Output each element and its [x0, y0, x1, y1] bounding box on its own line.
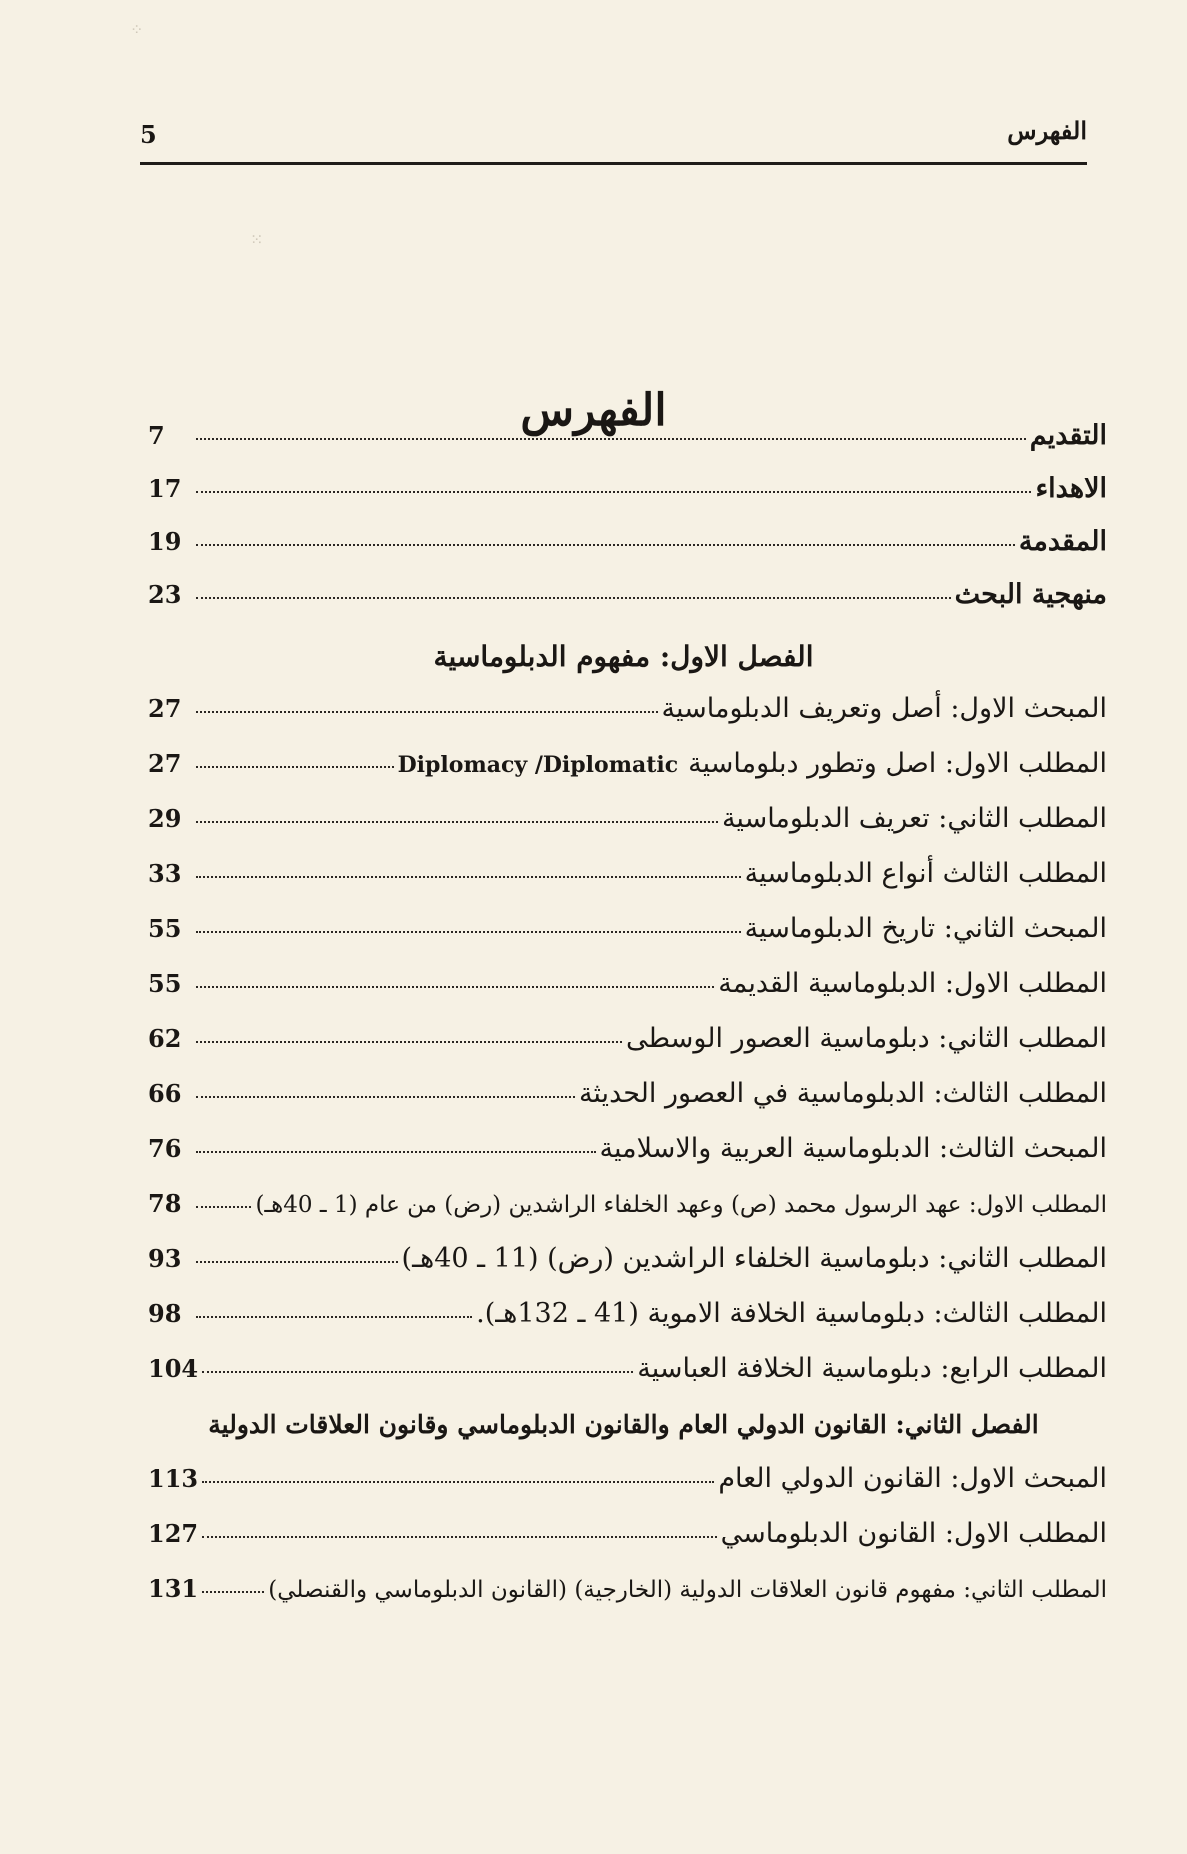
toc-entry [148, 803, 1107, 835]
toc-entry-page: 23 [148, 580, 182, 609]
toc-entry [148, 1190, 1107, 1220]
toc-entry [148, 1243, 1107, 1275]
toc-entry-title: المطلب الاول: عهد الرسول محمد (ص) وعهد الخلفاء الراشدين (رض) من عام (1 ـ 40هـ) [255, 1192, 1107, 1218]
leader-dots [196, 597, 951, 599]
page-smudge: ⁙ [250, 230, 264, 249]
toc-entry-title: منهجية البحث [954, 579, 1107, 610]
leader-dots [196, 1206, 251, 1208]
leader-dots [202, 1536, 717, 1538]
toc-entry-page: 33 [148, 859, 182, 888]
toc-entry-title: المبحث الاول: القانون الدولي العام [718, 1463, 1107, 1494]
leader-dots [196, 544, 1015, 546]
toc-entry-page: 66 [148, 1079, 182, 1108]
toc-entry [148, 1078, 1107, 1110]
toc-entry-title: المطلب الثاني: دبلوماسية العصور الوسطى [626, 1023, 1107, 1054]
leader-dots [202, 1371, 633, 1373]
toc-entry-page: 17 [148, 474, 182, 503]
toc-entry [148, 968, 1107, 1000]
toc-entry-page: 76 [148, 1134, 182, 1163]
leader-dots [196, 876, 741, 878]
toc-entry-page: 29 [148, 804, 182, 833]
leader-dots [196, 491, 1031, 493]
toc-entry-title: المطلب الاول: الدبلوماسية القديمة [718, 968, 1107, 999]
toc-entry-title: المقدمة [1018, 526, 1107, 557]
chapter-heading-1: الفصل الاول: مفهوم الدبلوماسية [433, 640, 814, 673]
toc-entry-page: 78 [148, 1189, 182, 1218]
leader-dots [196, 438, 1026, 440]
toc-entry-page: 7 [148, 421, 165, 450]
toc-entry [148, 1463, 1107, 1495]
toc-entry-page: 98 [148, 1299, 182, 1328]
leader-dots [196, 1261, 398, 1263]
toc-entry-title: المطلب الاول: اصل وتطور دبلوماسية [688, 748, 1107, 779]
toc-entry-title: المطلب الثالث: الدبلوماسية في العصور الحديثة [578, 1078, 1107, 1109]
toc-entry-page: 27 [148, 749, 182, 778]
toc-entry-title: التقديم [1029, 420, 1107, 451]
toc-entry-page: 27 [148, 694, 182, 723]
toc-entry-page: 113 [148, 1464, 199, 1493]
toc-entry-title: الاهداء [1035, 473, 1107, 504]
toc-entry-page: 104 [148, 1354, 199, 1383]
leader-dots [196, 711, 658, 713]
chapter-heading-2: الفصل الثاني: القانون الدولي العام والقانون الدبلوماسي وقانون العلاقات الدولية [208, 1410, 1039, 1439]
page-number: 5 [140, 120, 157, 149]
toc-entry [148, 1298, 1107, 1330]
leader-dots [196, 1041, 622, 1043]
toc-entry-latin: Diplomacy /Diplomatic [397, 752, 679, 778]
toc-entry [148, 1353, 1107, 1385]
page-title: الفهرس [520, 385, 667, 436]
toc-entry-title: المطلب الثاني: مفهوم قانون العلاقات الدولية (الخارجية) (القانون الدبلوماسي والقنصلي) [268, 1577, 1107, 1603]
leader-dots [196, 766, 394, 768]
page-header [140, 112, 1087, 165]
toc-entry [148, 748, 1107, 780]
leader-dots [202, 1591, 264, 1593]
toc-entry-page: 62 [148, 1024, 182, 1053]
toc-entry-title: المطلب الاول: القانون الدبلوماسي [720, 1518, 1107, 1549]
toc-entry [148, 420, 1107, 452]
toc-entry-page: 19 [148, 527, 182, 556]
toc-entry [148, 1575, 1107, 1605]
toc-entry-title: المطلب الرابع: دبلوماسية الخلافة العباسية [637, 1353, 1107, 1384]
toc-entry [148, 1023, 1107, 1055]
toc-entry-page: 127 [148, 1519, 199, 1548]
toc-entry [148, 579, 1107, 611]
leader-dots [196, 1316, 472, 1318]
toc-entry [148, 858, 1107, 890]
toc-entry-page: 55 [148, 969, 182, 998]
toc-entry [148, 1133, 1107, 1165]
page-smudge: ⁘ [130, 20, 144, 39]
toc-entry-title: المطلب الثالث أنواع الدبلوماسية [744, 858, 1107, 889]
toc-entry-title: المطلب الثاني: دبلوماسية الخلفاء الراشدين (رض) (11 ـ 40هـ) [401, 1243, 1107, 1274]
toc-entry-title: المبحث الثاني: تاريخ الدبلوماسية [744, 913, 1107, 944]
toc-entry [148, 473, 1107, 505]
toc-entry-page: 131 [148, 1574, 199, 1603]
leader-dots [196, 821, 718, 823]
leader-dots [196, 1096, 575, 1098]
toc-entry [148, 913, 1107, 945]
toc-entry-page: 93 [148, 1244, 182, 1273]
leader-dots [196, 986, 714, 988]
toc-entry-page: 55 [148, 914, 182, 943]
leader-dots [196, 1151, 596, 1153]
toc-entry [148, 693, 1107, 725]
toc-entry-title: المطلب الثاني: تعريف الدبلوماسية [721, 803, 1107, 834]
toc-entry-title: المطلب الثالث: دبلوماسية الخلافة الاموية (41 ـ 132هـ). [476, 1298, 1107, 1329]
leader-dots [202, 1481, 714, 1483]
leader-dots [196, 931, 741, 933]
toc-entry [148, 1518, 1107, 1550]
running-title: الفهرس [1007, 116, 1087, 145]
toc-entry [148, 526, 1107, 558]
toc-entry-title: المبحث الاول: أصل وتعريف الدبلوماسية [661, 693, 1107, 724]
toc-entry-title: المبحث الثالث: الدبلوماسية العربية والاسلامية [599, 1133, 1107, 1164]
